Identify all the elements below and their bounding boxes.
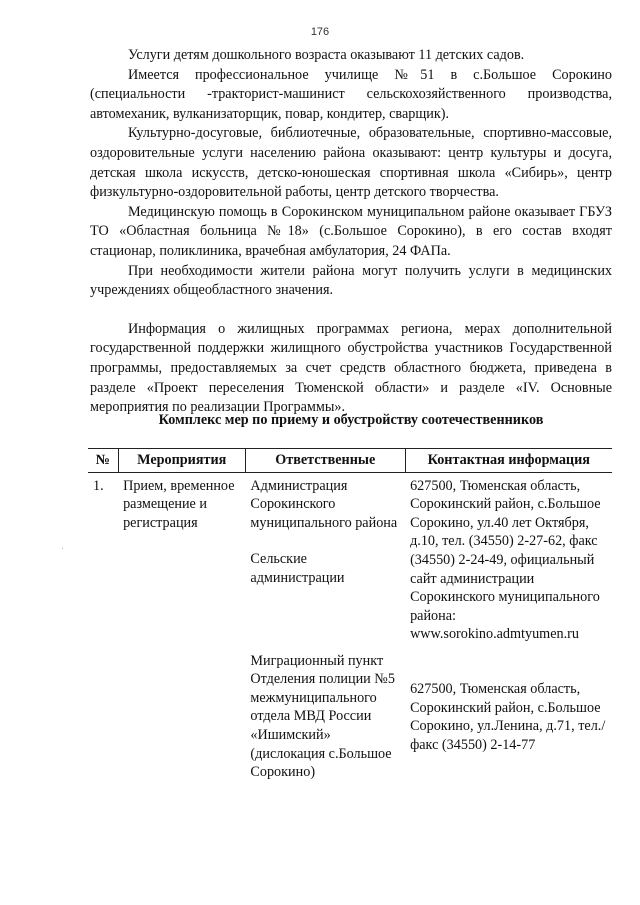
page-number: 176 bbox=[310, 26, 330, 38]
responsible-district-administration: Администрация Сорокинского муниципального района bbox=[250, 477, 398, 531]
header-responsible: Ответственные bbox=[245, 449, 405, 473]
header-event: Мероприятия bbox=[118, 449, 245, 473]
paragraph-medical-care: Медицинскую помощь в Сорокинском муниципальном районе оказывает ГБУЗ ТО «Областная больница №18» (с.Большое Сорокино), в его состав входят стационар, поликлиника, врачебная амбулатория, 24 ФАПа. bbox=[90, 203, 612, 259]
table-row bbox=[88, 472, 612, 782]
contact-district-administration: 627500, Тюменская область, Сорокинский район, с.Большое Сорокино, ул.40 лет Октября, д.10, тел. (34550) 2-27-62, факс (34550) 2-24-49, официальный сайт администрации Сорокинского муниципального района: www.sorokino.admtyumen.ru bbox=[410, 477, 601, 643]
table-header-row bbox=[88, 449, 612, 473]
body-text bbox=[90, 46, 612, 418]
responsible-migration-point: Миграционный пункт Отделения полиции №5 межмуниципального отдела МВД России «Ишимский» (дислокация с.Большое Сорокино) bbox=[250, 652, 395, 781]
contact-migration-point: 627500, Тюменская область, Сорокинский район, с.Большое Сорокино, ул.Ленина, д.71, тел./факс (34550) 2-14-77 bbox=[410, 680, 606, 753]
paragraph-regional-medicine: При необходимости жители района могут получить услуги в медицинских учреждениях общеобластного значения. bbox=[90, 262, 612, 299]
row-contact bbox=[405, 472, 612, 782]
header-number: № bbox=[88, 449, 118, 473]
paragraph-kindergartens: Услуги детям дошкольного возраста оказывают 11 детских садов. bbox=[128, 47, 525, 63]
paragraph-vocational-school: Имеется профессиональное училище №51 в с.Большое Сорокино (специальности -тракторист-машинист сельскохозяйственного производства, автомеханик, вулканизаторщик, повар, кондитер, сварщик). bbox=[90, 66, 612, 122]
table-title: Комплекс мер по приему и обустройству соотечественников bbox=[158, 412, 544, 428]
header-contact: Контактная информация bbox=[405, 449, 612, 473]
paragraph-cultural-services: Культурно-досуговые, библиотечные, образовательные, спортивно-массовые, оздоровительные услуги населению района оказывают: центр культуры и досуга, детская школа искусств, детско-юношеская спортивная школа «Сибирь», центр физкультурно-оздоровительной работы, центр детского творчества. bbox=[90, 125, 612, 201]
row-event: Прием, временное размещение и регистрация bbox=[123, 477, 235, 531]
scan-speck bbox=[62, 548, 63, 549]
measures-table bbox=[88, 448, 612, 782]
responsible-rural-administrations: Сельские администрации bbox=[250, 551, 345, 586]
spacer bbox=[250, 588, 400, 652]
paragraph-housing-programs: Информация о жилищных программах региона, мерах дополнительной государственной поддержки жилищного обустройства участников Государственной программы, предоставляемых за счет средств областного бюджета, приведена в разделе «Проект переселения Тюменской области» и разделе «IV. Основные мероприятия по реализации Программы». bbox=[90, 320, 612, 416]
row-responsible bbox=[245, 472, 405, 782]
row-number: 1. bbox=[93, 477, 104, 494]
